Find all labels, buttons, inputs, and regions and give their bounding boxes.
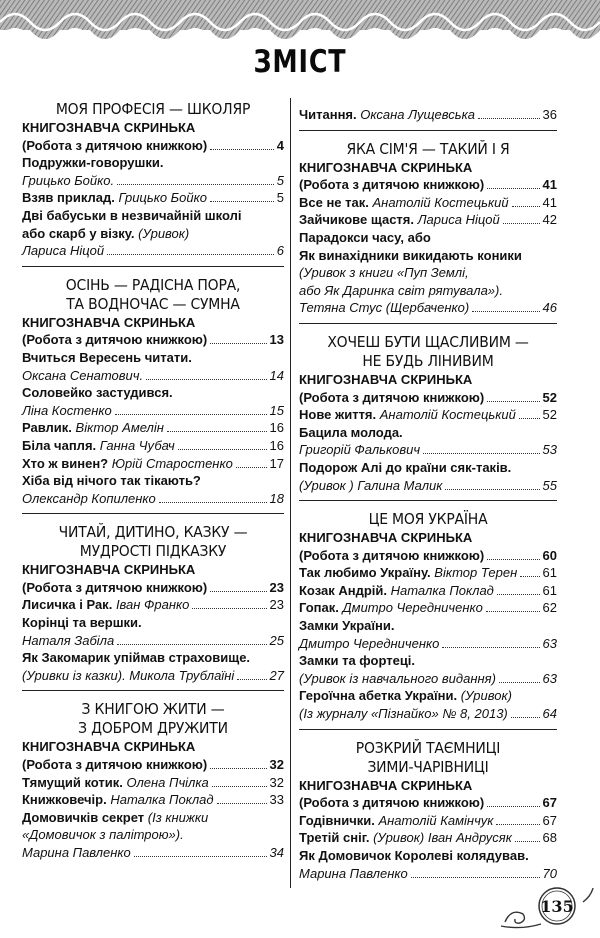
dot-leader bbox=[472, 311, 539, 312]
toc-entry[interactable]: Грицько Бойко. 5 bbox=[22, 172, 284, 188]
dot-leader bbox=[159, 502, 267, 503]
section-heading: ЧИТАЙ, ДИТИНО, КАЗКУ — bbox=[58, 523, 248, 542]
dot-leader bbox=[487, 188, 539, 189]
page-ref: 63 bbox=[542, 635, 557, 651]
toc-entry[interactable]: Тямущий котик. Олена Пчілка 32 bbox=[22, 774, 284, 790]
toc-entry[interactable]: (Робота з дитячою книжкою) 52 bbox=[299, 389, 557, 405]
toc-entry[interactable]: Нове життя. Анатолій Костецький 52 bbox=[299, 407, 557, 423]
page-title: ЗМІСТ bbox=[253, 44, 347, 80]
toc-entry[interactable]: Тетяна Стус (Щербаченко) 46 bbox=[299, 300, 557, 316]
dot-leader bbox=[499, 682, 540, 683]
dot-leader bbox=[210, 201, 274, 202]
section-divider bbox=[299, 130, 557, 131]
toc-entry[interactable]: Хто ж винен? Юрій Старостенко 17 bbox=[22, 455, 284, 471]
toc-entry[interactable]: (Уривки із казки). Микола Трублаїні 27 bbox=[22, 667, 284, 683]
dot-leader bbox=[442, 647, 539, 648]
toc-entry[interactable]: Григорій Фалькович 53 bbox=[299, 442, 557, 458]
page-ref: 17 bbox=[269, 455, 284, 471]
dot-leader bbox=[411, 877, 540, 878]
section-divider bbox=[22, 690, 284, 691]
toc-entry[interactable]: Оксана Сенатович. 14 bbox=[22, 367, 284, 383]
section-heading: ЦЕ МОЯ УКРАЇНА bbox=[368, 510, 488, 529]
column-divider bbox=[290, 98, 291, 888]
toc-entry[interactable]: (Робота з дитячою книжкою) 23 bbox=[22, 579, 284, 595]
toc-entry[interactable]: Книжковечір. Наталка Поклад 33 bbox=[22, 792, 284, 808]
toc-entry: Героїчна абетка України. (Уривок) bbox=[299, 688, 512, 704]
toc-entry: Парадокси часу, або bbox=[299, 229, 431, 245]
page-number: 135 bbox=[540, 897, 574, 916]
toc-entry[interactable]: Читання. Оксана Лущевська 36 bbox=[299, 107, 557, 122]
toc-entry[interactable]: (Робота з дитячою книжкою) 67 bbox=[299, 795, 557, 811]
toc-entry[interactable]: Дмитро Чередниченко 63 bbox=[299, 635, 557, 651]
toc-right-column bbox=[299, 100, 557, 882]
section-heading: ТА ВОДНОЧАС — СУМНА bbox=[66, 294, 240, 313]
page-ref: 6 bbox=[276, 243, 284, 259]
toc-entry: Соловейко застудився. bbox=[22, 385, 173, 401]
dot-leader bbox=[487, 559, 539, 560]
toc-entry[interactable]: (Робота з дитячою книжкою) 41 bbox=[299, 177, 557, 193]
page-ref: 60 bbox=[542, 547, 557, 563]
toc-entry[interactable]: Годівнички. Анатолій Камінчук 67 bbox=[299, 812, 557, 828]
toc-entry[interactable]: Равлик. Віктор Амелін 16 bbox=[22, 420, 284, 436]
page-ref: 32 bbox=[269, 757, 284, 773]
toc-entry[interactable]: Олександр Копиленко 18 bbox=[22, 490, 284, 506]
section-divider bbox=[22, 266, 284, 267]
toc-entry: «Домовичок з палітрою»). bbox=[22, 827, 184, 843]
toc-entry: КНИГОЗНАВЧА СКРИНЬКА bbox=[22, 562, 196, 578]
decorative-wave-header bbox=[0, 0, 600, 50]
toc-entry: Замки та фортеці. bbox=[299, 653, 416, 669]
toc-entry[interactable]: (Робота з дитячою книжкою) 32 bbox=[22, 757, 284, 773]
dot-leader bbox=[423, 453, 539, 454]
toc-entry: або скарб у візку. (Уривок) bbox=[22, 225, 190, 241]
dot-leader bbox=[210, 768, 266, 769]
section-divider bbox=[299, 323, 557, 324]
section-heading: З ДОБРОМ ДРУЖИТИ bbox=[78, 719, 228, 738]
page-ref: 67 bbox=[542, 795, 557, 811]
dot-leader bbox=[487, 806, 539, 807]
toc-entry: КНИГОЗНАВЧА СКРИНЬКА bbox=[22, 314, 196, 330]
page-ref: 68 bbox=[542, 830, 557, 846]
page-ref: 52 bbox=[542, 389, 557, 405]
toc-entry: Домовичків секрет (Із книжки bbox=[22, 809, 209, 825]
toc-entry[interactable]: Гопак. Дмитро Чередниченко 62 bbox=[299, 600, 557, 616]
page-ref: 13 bbox=[269, 332, 284, 348]
page-ref: 4 bbox=[276, 137, 284, 153]
page-ref: 46 bbox=[542, 300, 557, 316]
page-ref: 61 bbox=[542, 565, 557, 581]
toc-entry[interactable]: (Робота з дитячою книжкою) 13 bbox=[22, 332, 284, 348]
toc-entry: Замки України. bbox=[299, 618, 395, 634]
dot-leader bbox=[515, 841, 540, 842]
page-ref: 33 bbox=[269, 792, 284, 808]
toc-entry[interactable]: Козак Андрій. Наталка Поклад 61 bbox=[299, 582, 557, 598]
toc-entry: Як Домовичок Королеві колядував. bbox=[299, 848, 529, 863]
toc-entry: КНИГОЗНАВЧА СКРИНЬКА bbox=[299, 530, 473, 546]
page-ref: 52 bbox=[542, 407, 557, 423]
page-ref: 34 bbox=[269, 845, 284, 860]
toc-entry: Подружки-говорушки. bbox=[22, 155, 164, 171]
dot-leader bbox=[217, 803, 267, 804]
page-ref: 55 bbox=[542, 477, 557, 493]
page-ref: 5 bbox=[276, 190, 284, 206]
dot-leader bbox=[503, 223, 540, 224]
dot-leader bbox=[107, 254, 274, 255]
toc-entry[interactable]: Марина Павленко 34 bbox=[22, 845, 284, 860]
page-ref: 42 bbox=[542, 212, 557, 228]
dot-leader bbox=[497, 594, 540, 595]
section-heading: РОЗКРИЙ ТАЄМНИЦІ bbox=[355, 738, 501, 757]
page-ref: 61 bbox=[542, 582, 557, 598]
toc-entry: (Уривок з книги «Пуп Землі, bbox=[299, 265, 469, 281]
toc-entry: КНИГОЗНАВЧА СКРИНЬКА bbox=[22, 120, 196, 135]
page-ref: 32 bbox=[269, 774, 284, 790]
page-ref: 23 bbox=[269, 597, 284, 613]
dot-leader bbox=[478, 118, 540, 119]
section-heading: ЗИМИ-ЧАРІВНИЦІ bbox=[367, 757, 489, 776]
snail-shell-icon bbox=[505, 912, 524, 923]
page-ref: 41 bbox=[542, 194, 557, 210]
section-divider bbox=[299, 729, 557, 730]
dot-leader bbox=[512, 206, 540, 207]
page-ref: 14 bbox=[269, 367, 284, 383]
page-ref: 23 bbox=[269, 579, 284, 595]
toc-entry: КНИГОЗНАВЧА СКРИНЬКА bbox=[299, 159, 473, 175]
toc-entry[interactable]: Зайчикове щастя. Лариса Ніцой 42 bbox=[299, 212, 557, 228]
dot-leader bbox=[115, 414, 267, 415]
section-heading: ЯКА СІМ'Я — ТАКИЙ І Я bbox=[346, 139, 510, 158]
toc-entry[interactable]: (Із журналу «Пізнайко» № 8, 2013) 64 bbox=[299, 706, 557, 722]
dot-leader bbox=[511, 717, 540, 718]
section-divider bbox=[299, 500, 557, 501]
toc-entry: Як винахідники викидають коники bbox=[299, 247, 522, 263]
page-ref: 64 bbox=[542, 706, 557, 722]
dot-leader bbox=[117, 184, 274, 185]
dot-leader bbox=[496, 824, 539, 825]
page-ref: 62 bbox=[542, 600, 557, 616]
page-ref: 16 bbox=[269, 420, 284, 436]
toc-entry[interactable]: (Робота з дитячою книжкою) 4 bbox=[22, 137, 284, 153]
dot-leader bbox=[237, 679, 266, 680]
dot-leader bbox=[117, 644, 266, 645]
page-ref: 15 bbox=[269, 402, 284, 418]
page-ref: 5 bbox=[276, 172, 284, 188]
page-ref: 53 bbox=[542, 442, 557, 458]
toc-entry: Бацила молода. bbox=[299, 424, 403, 440]
dot-leader bbox=[236, 467, 267, 468]
toc-entry[interactable]: Біла чапля. Ганна Чубач 16 bbox=[22, 437, 284, 453]
toc-entry: КНИГОЗНАВЧА СКРИНЬКА bbox=[299, 371, 473, 387]
dot-leader bbox=[192, 608, 266, 609]
toc-entry: Хіба від нічого так тікають? bbox=[22, 473, 201, 489]
section-heading: НЕ БУДЬ ЛІНИВИМ bbox=[362, 351, 494, 370]
toc-entry[interactable]: (Уривок ) Галина Малик 55 bbox=[299, 477, 557, 493]
dot-leader bbox=[134, 856, 267, 857]
toc-entry[interactable]: Лариса Ніцой 6 bbox=[22, 243, 284, 259]
toc-entry: Дві бабуськи в незвичайній школі bbox=[22, 207, 242, 223]
dot-leader bbox=[519, 418, 540, 419]
page-ref: 67 bbox=[542, 812, 557, 828]
section-heading: ХОЧЕШ БУТИ ЩАСЛИВИМ — bbox=[327, 332, 529, 351]
toc-entry[interactable]: Наталя Забіла 25 bbox=[22, 632, 284, 648]
dot-leader bbox=[167, 431, 267, 432]
dot-leader bbox=[146, 379, 266, 380]
page-ref: 41 bbox=[542, 177, 557, 193]
page-ref: 70 bbox=[542, 865, 557, 881]
section-heading: ОСІНЬ — РАДІСНА ПОРА, bbox=[65, 275, 241, 294]
dot-leader bbox=[486, 611, 540, 612]
toc-entry[interactable]: (Уривок із навчального видання) 63 bbox=[299, 670, 557, 686]
toc-entry[interactable]: (Робота з дитячою книжкою) 60 bbox=[299, 547, 557, 563]
dot-leader bbox=[487, 401, 539, 402]
page-ref: 25 bbox=[269, 632, 284, 648]
dot-leader bbox=[445, 489, 539, 490]
page-ref: 18 bbox=[269, 490, 284, 506]
toc-entry: КНИГОЗНАВЧА СКРИНЬКА bbox=[299, 777, 473, 793]
toc-entry: КНИГОЗНАВЧА СКРИНЬКА bbox=[22, 739, 196, 755]
toc-entry[interactable]: Все не так. Анатолій Костецький 41 bbox=[299, 194, 557, 210]
page-ref: 16 bbox=[269, 437, 284, 453]
section-heading: МОЯ ПРОФЕСІЯ — ШКОЛЯР bbox=[55, 100, 251, 118]
dot-leader bbox=[210, 591, 266, 592]
toc-entry[interactable]: Так любимо Україну. Віктор Терен 61 bbox=[299, 565, 557, 581]
section-divider bbox=[22, 513, 284, 514]
dot-leader bbox=[520, 576, 539, 577]
page-ref: 36 bbox=[542, 107, 557, 122]
page-ref: 63 bbox=[542, 670, 557, 686]
toc-left-column bbox=[22, 100, 284, 862]
section-heading: МУДРОСТІ ПІДКАЗКУ bbox=[79, 542, 227, 561]
section-heading: З КНИГОЮ ЖИТИ — bbox=[81, 700, 225, 719]
toc-entry: або Як Даринка світ рятувала»). bbox=[299, 282, 503, 298]
page-ref: 27 bbox=[269, 667, 284, 683]
toc-entry[interactable]: Марина Павленко 70 bbox=[299, 865, 557, 881]
dot-leader bbox=[212, 786, 267, 787]
toc-entry[interactable]: Третій сніг. (Уривок) Іван Андрусяк 68 bbox=[299, 830, 557, 846]
toc-entry[interactable]: Ліна Костенко 15 bbox=[22, 402, 284, 418]
toc-entry[interactable]: Взяв приклад. Грицько Бойко 5 bbox=[22, 190, 284, 206]
toc-entry: Вчиться Вересень читати. bbox=[22, 349, 192, 365]
dot-leader bbox=[178, 449, 267, 450]
dot-leader bbox=[210, 343, 266, 344]
dot-leader bbox=[210, 149, 274, 150]
toc-entry: Як Закомарик упіймав страховище. bbox=[22, 650, 251, 666]
toc-entry: Корінці та вершки. bbox=[22, 615, 142, 631]
toc-entry: Подорож Алі до країни сяк-таків. bbox=[299, 459, 512, 475]
toc-entry[interactable]: Лисичка і Рак. Іван Франко 23 bbox=[22, 597, 284, 613]
page-number-badge bbox=[497, 882, 597, 938]
